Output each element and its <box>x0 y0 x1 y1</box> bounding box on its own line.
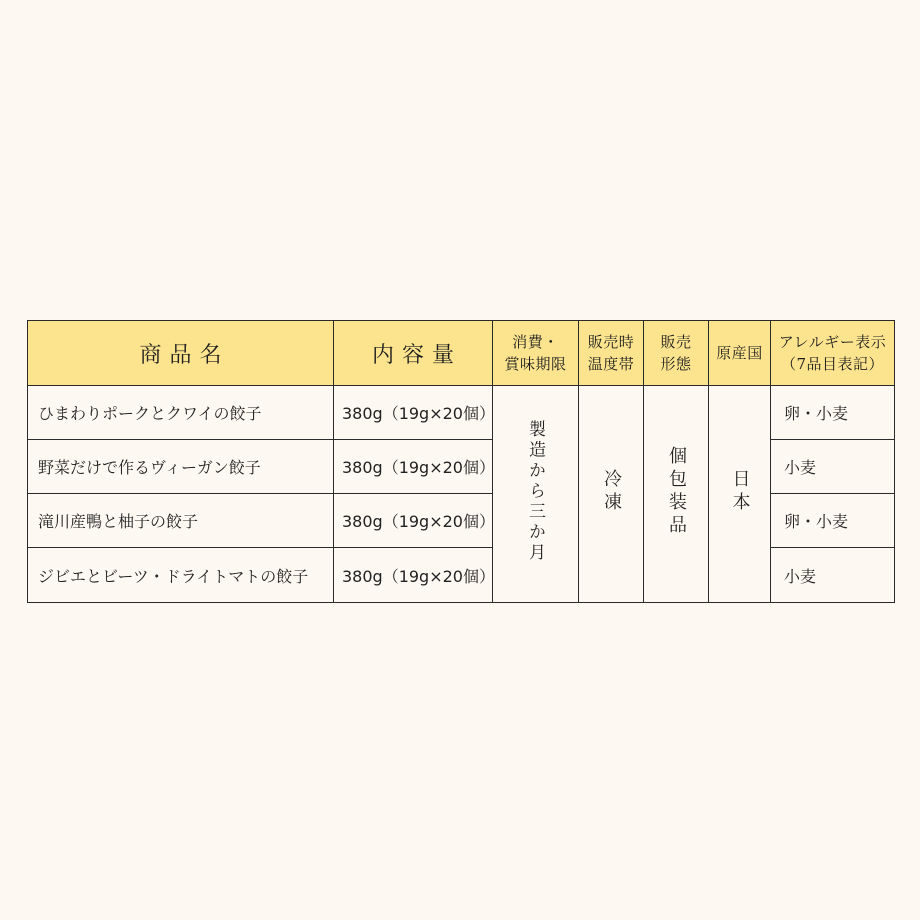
allergens-cell: 小麦 <box>771 548 895 603</box>
header-row <box>28 321 895 386</box>
header-sales-form-line-1: 販売 <box>660 333 692 351</box>
header-allergens <box>771 321 895 386</box>
header-sales-form-line-2: 形態 <box>660 355 692 373</box>
sales-form-value: 個包装品 <box>666 446 687 538</box>
product-spec-table <box>27 320 895 603</box>
table-row <box>28 386 895 440</box>
header-sales-form <box>644 321 709 386</box>
header-allergens-line-2: （7品目表記） <box>780 355 885 373</box>
origin-cell <box>709 386 771 603</box>
header-origin-label: 原産国 <box>716 344 763 362</box>
header-allergens-line-1: アレルギー表示 <box>778 333 887 351</box>
allergens-cell: 卵・小麦 <box>771 494 895 548</box>
header-product-name <box>28 321 334 386</box>
storage-temperature-cell <box>579 386 644 603</box>
header-origin <box>709 321 771 386</box>
net-content-cell: 380g（19g×20個） <box>334 494 493 548</box>
allergens-cell: 卵・小麦 <box>771 386 895 440</box>
product-name-cell: ジビエとビーツ・ドライトマトの餃子 <box>28 548 334 603</box>
header-expiry-line-2: 賞味期限 <box>504 355 567 373</box>
header-net-content <box>334 321 493 386</box>
header-expiry <box>493 321 579 386</box>
header-product-name-label: 商品名 <box>139 342 230 368</box>
net-content-cell: 380g（19g×20個） <box>334 386 493 440</box>
expiry-value: 製造から三か月 <box>525 420 545 564</box>
header-storage-temperature-line-2: 温度帯 <box>587 355 635 373</box>
net-content-cell: 380g（19g×20個） <box>334 440 493 494</box>
product-name-cell: 野菜だけで作るヴィーガン餃子 <box>28 440 334 494</box>
header-expiry-line-1: 消費・ <box>512 333 559 351</box>
origin-value: 日本 <box>729 469 751 515</box>
net-content-cell: 380g（19g×20個） <box>334 548 493 603</box>
storage-temperature-value: 冷凍 <box>601 469 622 515</box>
header-storage-temperature-line-1: 販売時 <box>587 333 635 351</box>
product-name-cell: 滝川産鴨と柚子の餃子 <box>28 494 334 548</box>
header-storage-temperature <box>579 321 644 386</box>
sales-form-cell <box>644 386 709 603</box>
header-net-content-label: 内容量 <box>371 342 462 368</box>
product-name-cell: ひまわりポークとクワイの餃子 <box>28 386 334 440</box>
allergens-cell: 小麦 <box>771 440 895 494</box>
expiry-cell <box>493 386 579 603</box>
